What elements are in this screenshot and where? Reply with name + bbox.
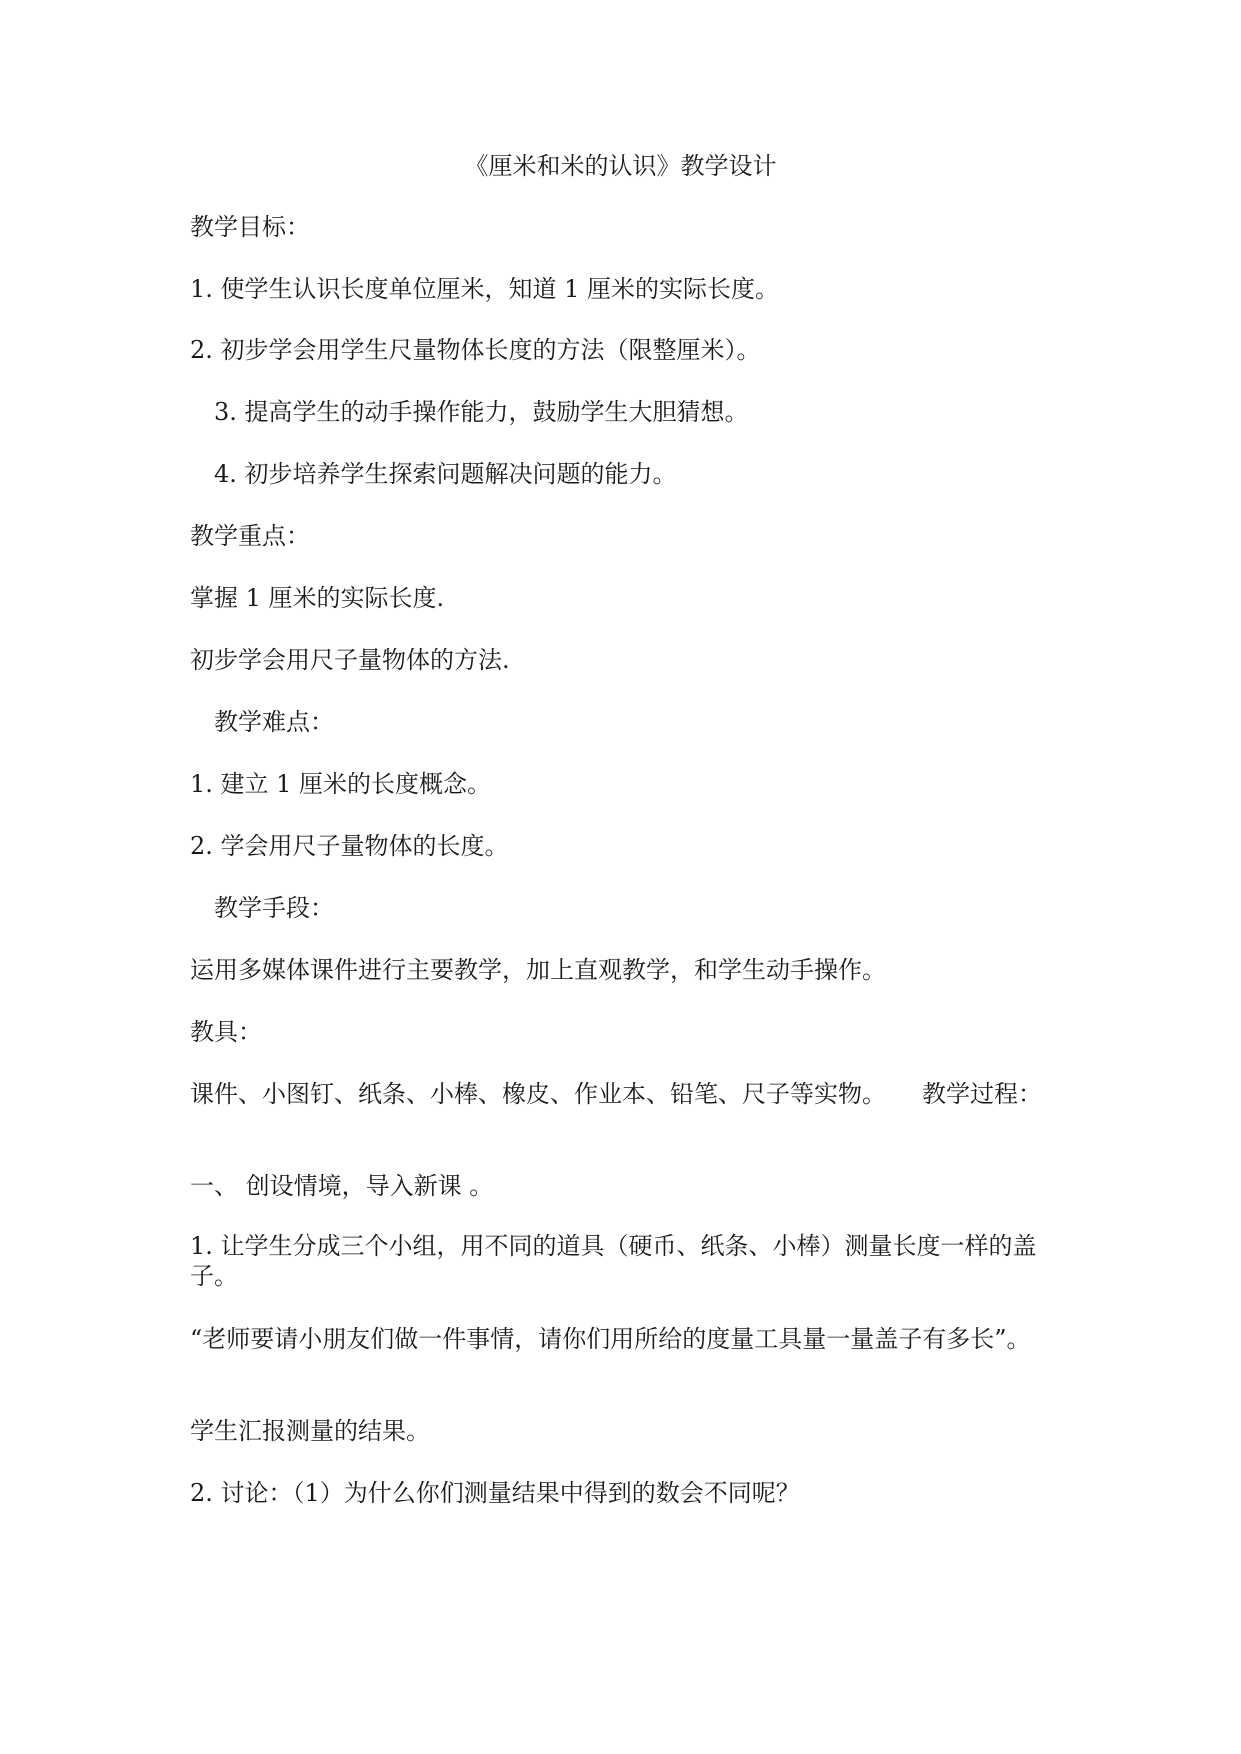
- objective-3: 3. 提高学生的动手操作能力，鼓励学生大胆猜想。: [214, 398, 749, 426]
- difficulty-2: 2. 学会用尺子量物体的长度。: [190, 832, 509, 860]
- objective-4: 4. 初步培养学生探索问题解决问题的能力。: [214, 460, 677, 488]
- difficulty-1: 1. 建立 1 厘米的长度概念。: [190, 770, 492, 798]
- teaching-aids-text: 课件、小图钉、纸条、小棒、橡皮、作业本、铅笔、尺子等实物。: [190, 1080, 886, 1108]
- section-heading-teaching-aids: 教具：: [190, 1018, 262, 1046]
- key-point-2: 初步学会用尺子量物体的方法.: [190, 646, 510, 674]
- teacher-quote: “老师要请小朋友们做一件事情，请你们用所给的度量工具量一量盖子有多长”。: [190, 1325, 1031, 1353]
- process-step-1-heading: 一、 创设情境，导入新课 。: [190, 1172, 494, 1200]
- methods-text: 运用多媒体课件进行主要教学，加上直观教学，和学生动手操作。: [190, 956, 886, 984]
- objective-2: 2. 初步学会用学生尺量物体长度的方法（限整厘米）。: [190, 336, 761, 364]
- objective-1: 1. 使学生认识长度单位厘米，知道 1 厘米的实际长度。: [190, 275, 780, 303]
- process-step-1-item-1: 1. 让学生分成三个小组，用不同的道具（硬币、纸条、小棒）测量长度一样的盖子。: [190, 1232, 1037, 1290]
- section-heading-methods: 教学手段：: [214, 894, 334, 922]
- student-report: 学生汇报测量的结果。: [190, 1417, 430, 1445]
- discussion-question-1: 2. 讨论：（1）为什么你们测量结果中得到的数会不同呢？: [190, 1479, 800, 1507]
- document-title: 《厘米和米的认识》教学设计: [464, 152, 777, 180]
- section-heading-objectives: 教学目标：: [190, 213, 310, 241]
- section-heading-difficulties: 教学难点：: [214, 708, 334, 736]
- teaching-aids-row: [190, 1078, 1042, 1110]
- key-point-1: 掌握 1 厘米的实际长度.: [190, 584, 445, 612]
- section-heading-process: 教学过程：: [922, 1080, 1042, 1108]
- section-heading-key-points: 教学重点：: [190, 522, 310, 550]
